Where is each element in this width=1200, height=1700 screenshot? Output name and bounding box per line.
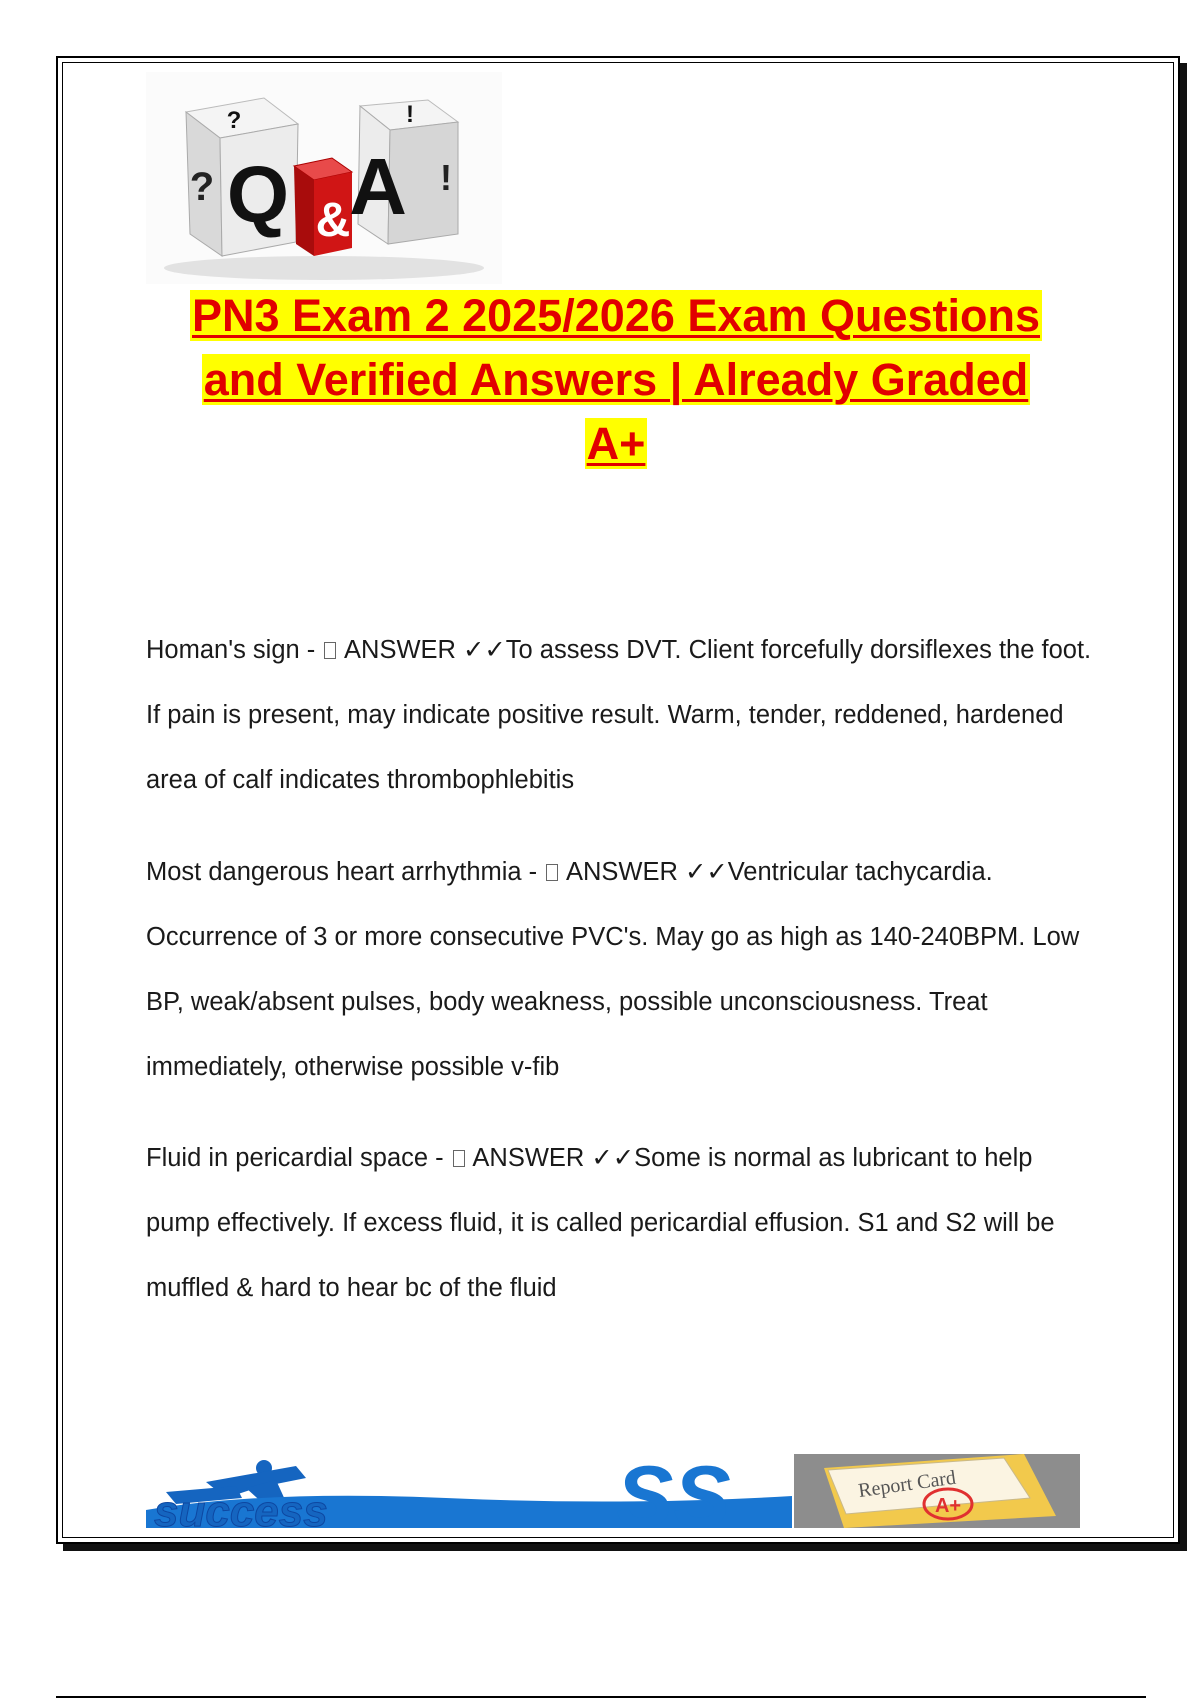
ampersand-die bbox=[294, 158, 352, 256]
qa-term: Most dangerous heart arrhythmia - bbox=[146, 858, 545, 886]
qa-answer-label: ANSWER ✓✓ bbox=[560, 858, 728, 886]
qa-item bbox=[146, 1126, 1096, 1321]
title-line-2: and Verified Answers | Already Graded bbox=[203, 354, 1029, 405]
report-card-image bbox=[794, 1454, 1080, 1528]
ampersand-letter: & bbox=[315, 194, 351, 247]
logo-text: success bbox=[154, 1487, 328, 1528]
qa-answer: To assess DVT. Client forcefully dorsiflexes the foot. If pain is present, may indicate positive result. Warm, tender, reddened, hardened area of calf indicates thrombophlebitis bbox=[146, 636, 1092, 794]
missing-glyph-icon bbox=[546, 864, 558, 881]
q-die bbox=[186, 98, 298, 256]
title-line-1: PN3 Exam 2 2025/2026 Exam Questions bbox=[192, 290, 1040, 341]
qa-answer-label: ANSWER ✓✓ bbox=[338, 636, 506, 664]
footer-rule bbox=[56, 1696, 1146, 1698]
success-logo bbox=[146, 1458, 792, 1528]
question-mark: ? bbox=[226, 107, 242, 134]
missing-glyph-icon bbox=[324, 642, 336, 659]
qa-answer: Ventricular tachycardia. Occurrence of 3 or more consecutive PVC's. May go as high as 140-240BPM. Low BP, weak/absent pulses, body weakness, possible unconsciousness. Treat immediately, otherwise possible v-fib bbox=[146, 858, 1080, 1081]
svg-text:?: ? bbox=[189, 165, 215, 209]
a-letter: A bbox=[349, 142, 407, 231]
qa-term: Homan's sign - bbox=[146, 636, 323, 664]
qa-item bbox=[146, 618, 1096, 813]
qa-dice-image bbox=[146, 72, 502, 284]
grade-text: A+ bbox=[934, 1495, 962, 1517]
qa-answer: Some is normal as lubricant to help pump effectively. If excess fluid, it is called pericardial effusion. S1 and S2 will be muffled & hard to hear bc of the fluid bbox=[146, 1144, 1055, 1302]
svg-text:SS: SS bbox=[616, 1458, 731, 1528]
svg-text:!: ! bbox=[440, 157, 452, 198]
report-card-label: Report Card bbox=[856, 1466, 958, 1503]
title-line-3: A+ bbox=[586, 418, 646, 469]
missing-glyph-icon bbox=[453, 1150, 465, 1167]
a-die bbox=[349, 100, 458, 244]
q-letter: Q bbox=[226, 150, 290, 239]
qa-item bbox=[146, 840, 1096, 1100]
qa-term: Fluid in pericardial space - bbox=[146, 1144, 451, 1172]
document-title bbox=[146, 284, 1086, 476]
qa-answer-label: ANSWER ✓✓ bbox=[466, 1144, 635, 1172]
exclamation-mark: ! bbox=[406, 101, 414, 128]
